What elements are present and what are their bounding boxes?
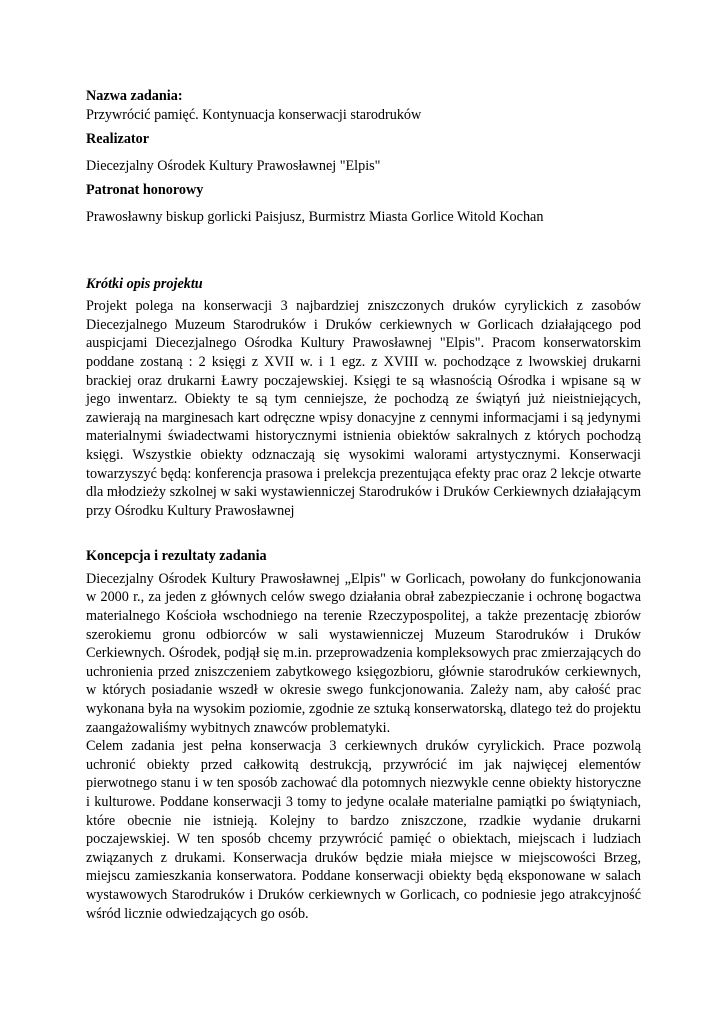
- document-page: [86, 87, 641, 923]
- patronage-label: Patronat honorowy: [86, 182, 204, 199]
- task-label: Nazwa zadania:: [86, 88, 183, 104]
- executor-label: Realizator: [86, 131, 150, 148]
- concept-paragraph-2: Celem zadania jest pełna konserwacja 3 cerkiewnych druków cyrylickich. Prace pozwolą uchronić obiekty przed całkowitą destrukcją, przywrócić im jak najwięcej elementów pierwotnego stanu i w ten sposób zachować dla potomnych niezwykle cenne obiekty historyczne i kulturowe. Poddane konserwacji 3 tomy to jedyne ocalałe materialne pamiątki po świątyniach, które obecnie nie istnieją. Kolejny to bardzo zniszczone, rzadkie wydanie drukarni poczajewskiej. W ten sposób chcemy przywrócić pamięć o obiektach, miejscach i ludziach związanych z drukami. Konserwacja druków będzie miała miejsce w miejscowości Brzeg, miejscu zamieszkania konserwatora. Poddane konserwacji obiekty będą eksponowane w salach wystawowych Starodruków i Druków cerkiewnych w Gorlicach, co podniesie jego atrakcyjność wśród licznie odwiedzających go osób.: [86, 738, 641, 922]
- task-value: Przywrócić pamięć. Kontynuacja konserwacji starodruków: [86, 106, 422, 123]
- patronage-value: Prawosławny biskup gorlicki Paisjusz, Burmistrz Miasta Gorlice Witold Kochan: [86, 208, 544, 225]
- concept-heading: Koncepcja i rezultaty zadania: [86, 548, 267, 565]
- concept-paragraph-1: Diecezjalny Ośrodek Kultury Prawosławnej „Elpis" w Gorlicach, powołany do funkcjonowania w 2000 r., za jeden z głównych celów swego działania obrał zabezpieczanie i ochronę bogactwa materialnego Kościoła wschodniego na terenie Rzeczypospolitej, a także prezentację zbiorów szerokiemu gronu odbiorców w sali wystawienniczej Muzeum Starodruków i Druków Cerkiewnych. Ośrodek, podjął się m.in. przeprowadzenia kompleksowych prac zmierzających do uchronienia przed zniszczeniem zabytkowego księgozbioru, głównie starodruków cerkiewnych, w których posiadanie wszedł w okresie swego funkcjonowania. Zależy nam, aby całość prac wykonana była na wysokim poziomie, zgodnie ze sztuką konserwatorską, dlatego też do projektu zaangażowaliśmy wybitnych znawców problematyki.: [86, 570, 641, 736]
- executor-value: Diecezjalny Ośrodek Kultury Prawosławnej "Elpis": [86, 157, 381, 174]
- description-heading: Krótki opis projektu: [86, 275, 203, 292]
- description-text: Projekt polega na konserwacji 3 najbardziej zniszczonych druków cyrylickich z zasobów Diecezjalnego Muzeum Starodruków i Druków cerkiewnych w Gorlicach działającego pod auspicjami Diecezjalnego Ośrodka Kultury Prawosławnej "Elpis". Pracom konserwatorskim poddane zostaną : 2 księgi z XVII w. i 1 egz. z XVIII w. pochodzące z lwowskiej drukarni brackiej oraz drukarni Ławry poczajewskiej. Księgi te są własnością Ośrodka i wpisane są w jego inwentarz. Obiekty te są tym cenniejsze, że pochodzą ze świątyń już nieistniejących, zawierają na marginesach kart odręczne wpisy donacyjne z cennymi informacjami i są jedynymi materialnymi świadectwami historycznymi istnienia obiektów sakralnych z których pochodzą księgi. Wszystkie obiekty odznaczają się wysokimi walorami artystycznymi. Konserwacji towarzyszyć będą: konferencja prasowa i prelekcja prezentująca efekty prac oraz 2 lekcje otwarte dla młodzieży szkolnej w saki wystawienniczej Starodruków i Druków Cerkiewnych działającym przy Ośrodku Kultury Prawosławnej: [86, 298, 641, 519]
